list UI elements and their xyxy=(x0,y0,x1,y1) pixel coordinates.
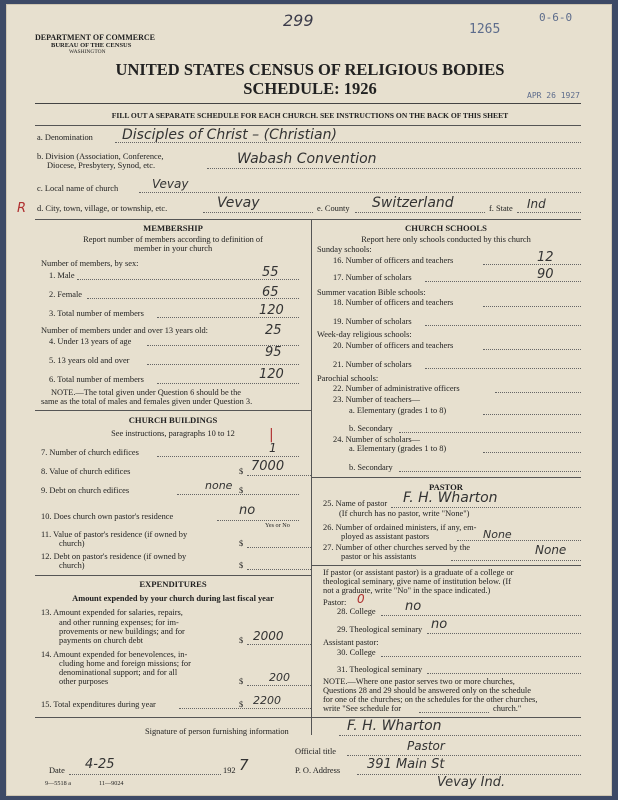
schedule-title: SCHEDULE: 1926 xyxy=(243,79,377,98)
division-label-2: Diocese, Presbytery, Synod, etc. xyxy=(47,161,156,170)
q21-label: 21. Number of scholars xyxy=(333,360,412,369)
q13-label-4: payments on church debt xyxy=(59,636,143,645)
q22-label: 22. Number of administrative officers xyxy=(333,384,460,393)
dotted-line xyxy=(483,452,581,453)
q14-label: 14. Amount expended for benevolences, in- xyxy=(41,650,188,659)
rule xyxy=(35,717,581,718)
instructions-line: FILL OUT A SEPARATE SCHEDULE FOR EACH CHURCH. SEE INSTRUCTIONS ON THE BACK OF THIS SHEET xyxy=(111,111,509,120)
dollar-sign: $ xyxy=(239,700,244,709)
q24-label: 24. Number of scholars— xyxy=(333,435,420,444)
pastor-note-5: church." xyxy=(493,704,522,713)
membership-intro-2: member in your church xyxy=(133,244,213,253)
official-title-label: Official title xyxy=(295,747,337,756)
dotted-line xyxy=(425,368,581,369)
dotted-line xyxy=(217,520,299,521)
county-value[interactable]: Switzerland xyxy=(372,195,454,211)
dotted-line xyxy=(139,192,581,193)
q8-label: 8. Value of church edifices xyxy=(41,467,131,476)
dotted-line xyxy=(355,212,485,213)
yes-no-hint: Yes or No xyxy=(265,522,290,529)
state-value[interactable]: Ind xyxy=(527,197,546,211)
q27-answer[interactable]: None xyxy=(535,543,567,557)
dollar-sign: $ xyxy=(239,636,244,645)
q17-label: 17. Number of scholars xyxy=(333,273,412,282)
rule xyxy=(35,575,311,576)
expenditures-intro: Amount expended by your church during last fiscal year xyxy=(72,594,274,603)
page-number: 299 xyxy=(283,11,314,30)
q3-answer[interactable]: 120 xyxy=(259,303,284,318)
q4-answer[interactable]: 25 xyxy=(265,323,282,338)
q13-answer[interactable]: 2000 xyxy=(253,629,284,643)
dotted-line xyxy=(451,560,581,561)
code-stamp: 0-6-0 xyxy=(539,11,573,24)
graduate-instructions: If pastor (or assistant pastor) is a graduate of a college or xyxy=(323,568,514,577)
q13-label: 13. Amount expended for salaries, repairs, xyxy=(41,608,183,617)
dotted-line xyxy=(247,644,311,645)
rule xyxy=(311,565,581,566)
year-value[interactable]: 7 xyxy=(239,756,249,774)
membership-note: NOTE.—The total given under Question 6 should be the xyxy=(51,388,242,397)
dotted-line xyxy=(177,494,299,495)
dotted-line xyxy=(247,569,311,570)
q10-label: 10. Does church own pastor's residence xyxy=(41,512,174,521)
form-title: UNITED STATES CENSUS OF RELIGIOUS BODIES xyxy=(115,60,505,79)
date-value[interactable]: 4-25 xyxy=(85,757,115,772)
q7-answer[interactable]: 1 xyxy=(269,441,277,455)
form-code-2: 11—9024 xyxy=(99,780,124,787)
address-value-2[interactable]: Vevay Ind. xyxy=(437,775,506,790)
weekday-label: Week-day religious schools: xyxy=(317,330,412,339)
department: DEPARTMENT OF COMMERCE xyxy=(35,33,156,42)
graduate-instructions-2: theological seminary, give name of institution below. (If xyxy=(323,577,511,586)
q12-label: 12. Debt on pastor's residence (if owned by xyxy=(41,552,187,561)
city: WASHINGTON xyxy=(69,49,106,55)
q31-label: 31. Theological seminary xyxy=(337,665,423,674)
rule xyxy=(35,219,581,220)
red-mark: | xyxy=(269,427,274,443)
dotted-line xyxy=(179,708,311,709)
q25-hint: (If church has no pastor, write "None") xyxy=(339,509,470,518)
pastor-note-3: for one of the churches; on the schedules for the other churches, xyxy=(323,695,538,704)
county-label: e. County xyxy=(317,204,350,213)
dotted-line xyxy=(399,471,581,472)
pastor-note: NOTE.—Where one pastor serves two or more churches, xyxy=(323,677,515,686)
margin-mark: R xyxy=(17,201,27,216)
q10-answer[interactable]: no xyxy=(239,503,256,518)
q24b-label: b. Secondary xyxy=(349,463,393,472)
dotted-line xyxy=(147,364,299,365)
dollar-sign: $ xyxy=(239,486,244,495)
dollar-sign: $ xyxy=(239,677,244,686)
q30-label: 30. College xyxy=(337,648,376,657)
q11-label-2: church) xyxy=(59,539,85,548)
schools-title: CHURCH SCHOOLS xyxy=(405,223,487,233)
local-name-label: c. Local name of church xyxy=(37,184,119,193)
signature-label: Signature of person furnishing information xyxy=(145,727,289,736)
q26-label-2: ployed as assistant pastors xyxy=(341,532,430,541)
assistant-label: Assistant pastor: xyxy=(323,638,379,647)
pastor-note-2: Questions 28 and 29 should be answered only on the schedule xyxy=(323,686,531,695)
q1-answer[interactable]: 55 xyxy=(262,265,279,280)
date-label: Date xyxy=(49,766,65,775)
q1-label: 1. Male xyxy=(49,271,75,280)
denomination-value[interactable]: Disciples of Christ – (Christian) xyxy=(122,127,337,143)
q27-label-2: pastor or his assistants xyxy=(341,552,417,561)
parochial-label: Parochial schools: xyxy=(317,374,379,383)
rule xyxy=(311,477,581,478)
q26-answer[interactable]: None xyxy=(483,528,512,541)
dollar-sign: $ xyxy=(239,539,244,548)
dotted-line xyxy=(425,325,581,326)
red-mark: 0 xyxy=(357,592,365,606)
q15-label: 15. Total expenditures during year xyxy=(41,700,156,709)
q23a-label: a. Elementary (grades 1 to 8) xyxy=(349,406,447,415)
membership-title: MEMBERSHIP xyxy=(143,223,203,233)
q25-answer[interactable]: F. H. Wharton xyxy=(403,490,498,506)
dollar-sign: $ xyxy=(239,467,244,476)
q7-label: 7. Number of church edifices xyxy=(41,448,139,457)
pastor-title: PASTOR xyxy=(428,482,464,492)
dotted-line xyxy=(399,432,581,433)
q13-label-2: and other running expenses; for im- xyxy=(59,618,179,627)
dotted-line xyxy=(207,168,581,169)
q4-label: 4. Under 13 years of age xyxy=(49,337,132,346)
q3-label: 3. Total number of members xyxy=(49,309,144,318)
form-code: 9—5518 a xyxy=(45,780,71,787)
expenditures-title: EXPENDITURES xyxy=(139,579,207,589)
q20-label: 20. Number of officers and teachers xyxy=(333,341,454,350)
q28-label: 28. College xyxy=(337,607,376,616)
q14-answer[interactable]: 200 xyxy=(269,671,290,684)
rule xyxy=(35,103,581,104)
sunday-label: Sunday schools: xyxy=(317,245,372,254)
rule xyxy=(35,410,311,411)
q29-answer[interactable]: no xyxy=(431,617,448,632)
signature-value[interactable]: F. H. Wharton xyxy=(347,718,442,734)
under-over-label: Number of members under and over 13 years old: xyxy=(41,326,208,335)
city-label: d. City, town, village, or township, etc. xyxy=(37,204,168,213)
dotted-line xyxy=(391,507,581,508)
year-label: 192 xyxy=(223,766,236,775)
q18-label: 18. Number of officers and teachers xyxy=(333,298,454,307)
q17-answer[interactable]: 90 xyxy=(537,267,554,282)
dotted-line xyxy=(483,349,581,350)
denomination-label: a. Denomination xyxy=(37,133,93,142)
state-label: f. State xyxy=(489,204,513,213)
dotted-line xyxy=(425,281,581,282)
q9-answer[interactable]: none xyxy=(205,479,233,492)
q29-label: 29. Theological seminary xyxy=(337,625,423,634)
date-received-stamp: APR 26 1927 xyxy=(527,91,580,100)
q16-answer[interactable]: 12 xyxy=(537,250,554,265)
q16-label: 16. Number of officers and teachers xyxy=(333,256,454,265)
address-label: P. O. Address xyxy=(295,766,341,775)
q23-label: 23. Number of teachers— xyxy=(333,395,420,404)
dotted-line xyxy=(419,712,489,713)
q19-label: 19. Number of scholars xyxy=(333,317,412,326)
dotted-line xyxy=(347,755,581,756)
dotted-line xyxy=(457,540,581,541)
q12-label-2: church) xyxy=(59,561,85,570)
dotted-line xyxy=(495,392,581,393)
q6-answer[interactable]: 120 xyxy=(259,367,284,382)
buildings-intro: See instructions, paragraphs 10 to 12 xyxy=(111,429,235,438)
dotted-line xyxy=(157,456,299,457)
bureau: BUREAU OF THE CENSUS xyxy=(51,42,132,49)
dotted-line xyxy=(483,264,581,265)
rule xyxy=(35,125,581,126)
dotted-line xyxy=(427,673,581,674)
q24a-label: a. Elementary (grades 1 to 8) xyxy=(349,444,447,453)
q23b-label: b. Secondary xyxy=(349,424,393,433)
dotted-line xyxy=(483,306,581,307)
schools-intro: Report here only schools conducted by this church xyxy=(361,235,531,244)
division-label: b. Division (Association, Conference, xyxy=(37,152,164,161)
q6-label: 6. Total number of members xyxy=(49,375,144,384)
q13-label-3: provements or new buildings; and for xyxy=(59,627,185,636)
buildings-title: CHURCH BUILDINGS xyxy=(128,415,218,425)
q15-answer[interactable]: 2200 xyxy=(253,694,281,707)
q14-label-4: other purposes xyxy=(59,677,109,686)
membership-note-2: same as the total of males and females given under Question 3. xyxy=(41,397,253,406)
local-name-value[interactable]: Vevay xyxy=(152,177,189,191)
q26-label: 26. Number of ordained ministers, if any, em- xyxy=(323,523,477,532)
dotted-line xyxy=(247,547,311,548)
vacation-label: Summer vacation Bible schools: xyxy=(317,288,426,297)
dotted-line xyxy=(157,383,299,384)
q2-label: 2. Female xyxy=(49,290,83,299)
q28-answer[interactable]: no xyxy=(405,599,422,614)
q14-label-2: cluding home and foreign missions; for xyxy=(59,659,191,668)
dotted-line xyxy=(427,633,581,634)
q9-label: 9. Debt on church edifices xyxy=(41,486,130,495)
by-sex-label: Number of members, by sex: xyxy=(41,259,139,268)
dotted-line xyxy=(339,735,581,736)
division-value[interactable]: Wabash Convention xyxy=(237,151,377,167)
dotted-line xyxy=(203,212,313,213)
census-schedule-page xyxy=(6,4,612,796)
official-title-value[interactable]: Pastor xyxy=(407,739,445,753)
address-value[interactable]: 391 Main St xyxy=(367,757,445,772)
pastor-note-4: write "See schedule for xyxy=(323,704,402,713)
dotted-line xyxy=(247,685,311,686)
q25-label: 25. Name of pastor xyxy=(323,499,388,508)
q14-label-3: denominational support; and for all xyxy=(59,668,178,677)
dotted-line xyxy=(247,475,311,476)
form-number-stamp: 1265 xyxy=(469,22,501,37)
q2-answer[interactable]: 65 xyxy=(262,285,279,300)
q8-answer[interactable]: 7000 xyxy=(251,459,285,474)
dollar-sign: $ xyxy=(239,561,244,570)
city-value[interactable]: Vevay xyxy=(217,195,260,211)
graduate-instructions-3: not a graduate, write "No" in the space indicated.) xyxy=(323,586,491,595)
dotted-line xyxy=(381,615,581,616)
q5-label: 5. 13 years old and over xyxy=(49,356,130,365)
q27-label: 27. Number of other churches served by the xyxy=(323,543,470,552)
pastor-label: Pastor: xyxy=(323,598,347,607)
q5-answer[interactable]: 95 xyxy=(265,345,282,360)
dotted-line xyxy=(517,212,581,213)
q11-label: 11. Value of pastor's residence (if owned by xyxy=(41,530,188,539)
membership-intro: Report number of members according to definition of xyxy=(83,235,263,244)
dotted-line xyxy=(381,656,581,657)
dotted-line xyxy=(483,414,581,415)
dotted-line xyxy=(69,774,221,775)
